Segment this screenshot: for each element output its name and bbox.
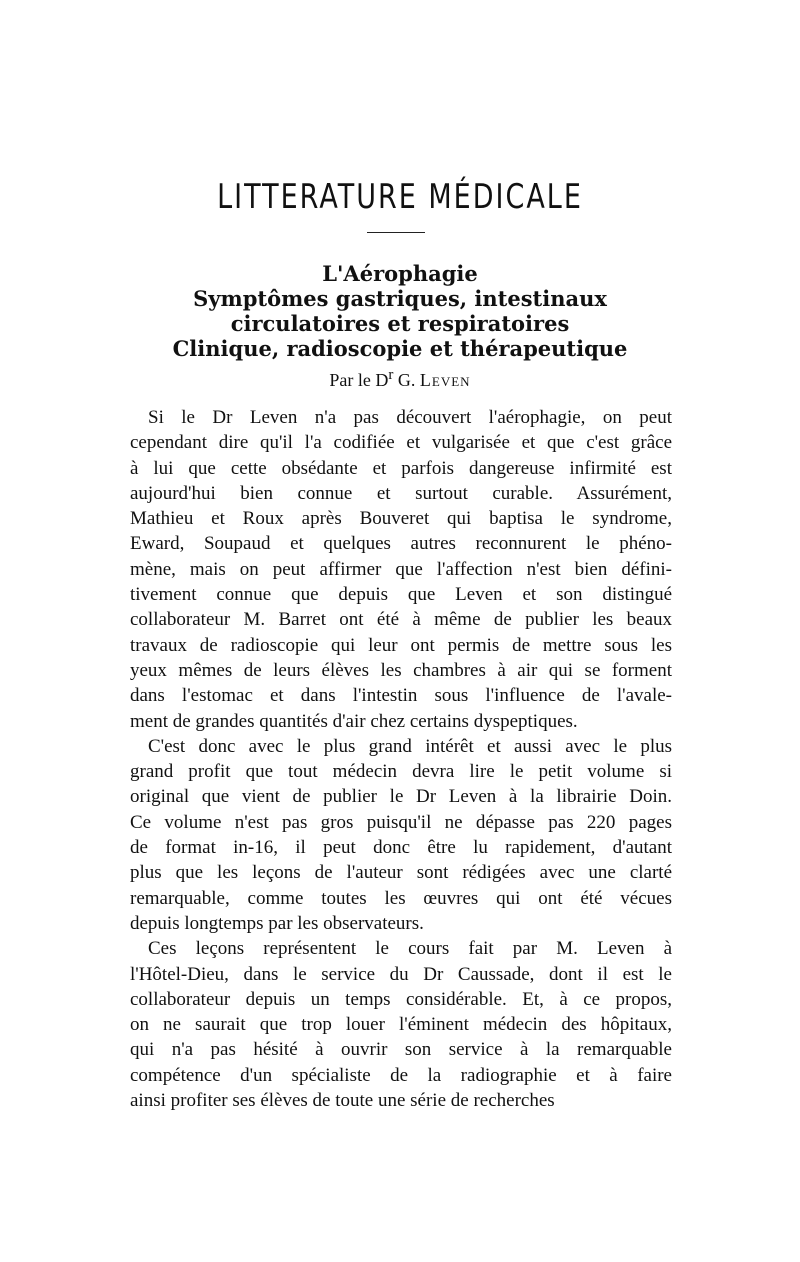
text-line: ment de grandes quantités d'air chez certains dyspeptiques. — [130, 710, 578, 732]
article-heading-line-3: circulatoires et respiratoires — [230, 311, 570, 336]
article-heading-line-2: Symptômes gastriques, intestinaux — [193, 286, 607, 311]
text-line: Ces leçons représentent le cours fait par M. Leven à — [148, 938, 672, 960]
byline — [0, 367, 800, 391]
byline-prefix: Par le D — [329, 370, 389, 390]
section-title: LITTERATURE MÉDICALE — [217, 178, 583, 217]
paragraph — [130, 936, 672, 1113]
text-line: Si le Dr Leven n'a pas découvert l'aérophagie, on peut — [148, 407, 672, 428]
paragraph — [130, 405, 672, 734]
text-line: grand profit que tout médecin devra lire le petit volume si — [130, 761, 672, 783]
text-line: Mathieu et Roux après Bouveret qui baptisa le syndrome, — [130, 508, 672, 530]
text-line: remarquable, comme toutes les œuvres qui ont été vécues — [130, 887, 672, 909]
byline-sup: r — [388, 367, 394, 383]
text-line: depuis longtemps par les observateurs. — [130, 912, 424, 934]
text-line: cependant dire qu'il l'a codifiée et vulgarisée et que c'est grâce — [130, 432, 672, 454]
text-line: qui n'a pas hésité à ouvrir son service à la remarquable — [130, 1039, 672, 1061]
text-line: mène, mais on peut affirmer que l'affection n'est bien défini- — [130, 558, 672, 580]
title-rule — [367, 232, 425, 233]
byline-author: Leven — [419, 370, 471, 390]
text-line: yeux mêmes de leurs élèves les chambres à air qui se forment — [130, 659, 672, 681]
article-heading-line-1: L'Aérophagie — [322, 261, 478, 286]
text-line: ainsi profiter ses élèves de toute une série de recherches — [130, 1090, 555, 1112]
text-line: aujourd'hui bien connue et surtout curable. Assurément, — [130, 482, 672, 504]
text-line: de format in-16, il peut donc être lu rapidement, d'autant — [130, 837, 672, 859]
text-line: tivement connue que depuis que Leven et son distingué — [130, 584, 672, 606]
text-line: à lui que cette obsédante et parfois dangereuse infirmité est — [130, 457, 672, 479]
byline-initial: G. — [397, 370, 416, 390]
article-heading-line-4: Clinique, radioscopie et thérapeutique — [172, 336, 628, 361]
text-line: C'est donc avec le plus grand intérêt et aussi avec le plus — [148, 735, 672, 757]
text-line: collaborateur M. Barret ont été à même de publier les beaux — [130, 609, 672, 631]
text-line: dans l'estomac et dans l'intestin sous l'influence de l'avale- — [130, 685, 672, 707]
text-line: travaux de radioscopie qui leur ont permis de mettre sous les — [130, 634, 672, 656]
text-line: collaborateur depuis un temps considérable. Et, à ce propos, — [130, 988, 672, 1010]
article-body — [130, 405, 672, 1113]
text-line: plus que les leçons de l'auteur sont rédigées avec une clarté — [130, 862, 672, 884]
text-line: compétence d'un spécialiste de la radiographie et à faire — [130, 1064, 672, 1086]
text-line: Eward, Soupaud et quelques autres reconnurent le phéno- — [130, 533, 672, 555]
text-line: Ce volume n'est pas gros puisqu'il ne dépasse pas 220 pages — [130, 811, 672, 833]
paragraph — [130, 734, 672, 936]
text-line: on ne saurait que trop louer l'éminent médecin des hôpitaux, — [130, 1014, 672, 1036]
text-line: l'Hôtel-Dieu, dans le service du Dr Caussade, dont il est le — [130, 963, 672, 985]
text-line: original que vient de publier le Dr Leven à la librairie Doin. — [130, 786, 672, 808]
